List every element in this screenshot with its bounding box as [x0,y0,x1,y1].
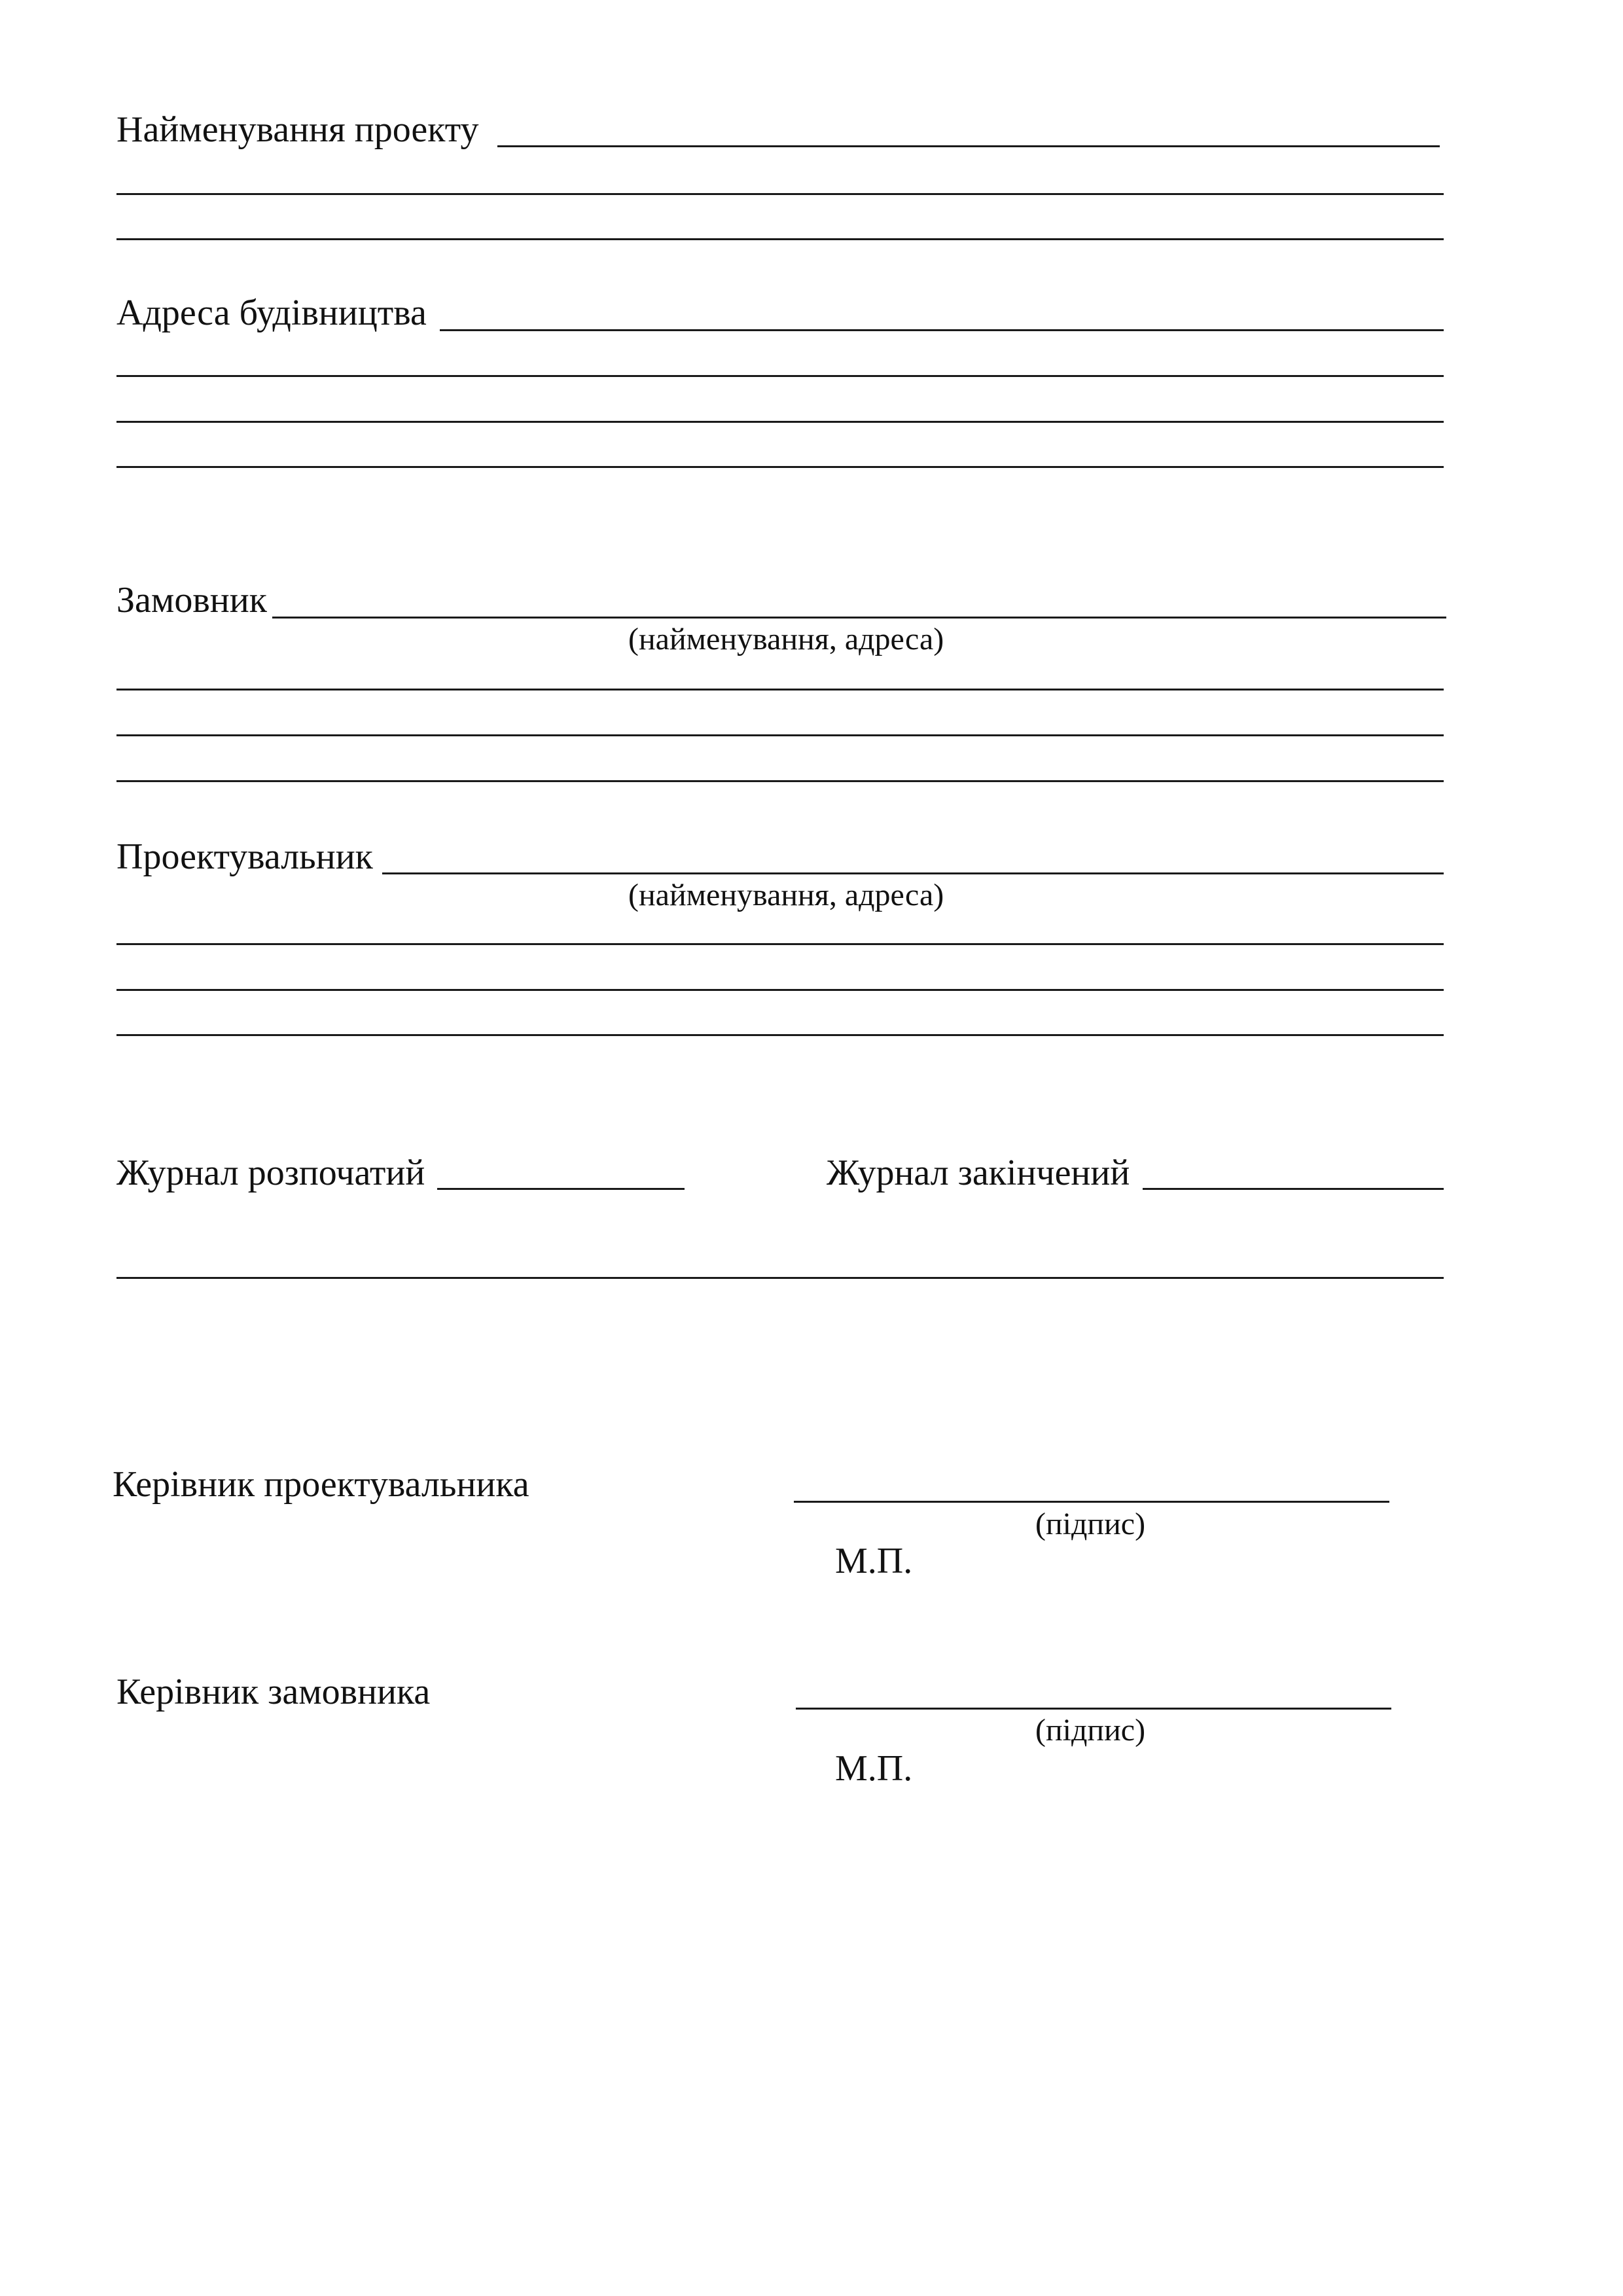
customer-line-4[interactable] [116,780,1444,782]
customer-line-2[interactable] [116,689,1444,691]
project-name-field[interactable] [497,145,1440,147]
designer-head-signature-caption: (підпис) [1035,1507,1146,1541]
journal-finished-label: Журнал закінчений [827,1153,1130,1193]
project-name-label: Найменування проекту [116,109,479,150]
designer-head-signature-field[interactable] [794,1501,1389,1503]
designer-field[interactable] [382,872,1444,874]
customer-head-signature-field[interactable] [796,1708,1391,1710]
customer-head-label: Керівник замовника [116,1672,431,1712]
journal-started-field[interactable] [437,1188,685,1190]
journal-extra-line[interactable] [116,1277,1444,1279]
designer-label: Проектувальник [116,836,373,877]
designer-caption: (найменування, адреса) [628,878,944,912]
designer-line-4[interactable] [116,1034,1444,1036]
journal-finished-field[interactable] [1143,1188,1444,1190]
designer-line-2[interactable] [116,943,1444,945]
construction-address-field[interactable] [440,329,1444,331]
designer-line-3[interactable] [116,989,1444,991]
construction-address-line-2[interactable] [116,375,1444,377]
designer-head-stamp: М.П. [835,1541,913,1581]
customer-label: Замовник [116,580,267,620]
customer-head-stamp: М.П. [835,1748,913,1789]
customer-head-signature-caption: (підпис) [1035,1713,1146,1748]
customer-line-3[interactable] [116,734,1444,736]
project-name-line-2[interactable] [116,193,1444,195]
construction-address-line-3[interactable] [116,421,1444,423]
construction-address-label: Адреса будівництва [116,293,427,333]
customer-field[interactable] [272,617,1446,619]
project-name-line-3[interactable] [116,238,1444,240]
designer-head-label: Керівник проектувальника [113,1464,529,1505]
journal-started-label: Журнал розпочатий [116,1153,425,1193]
construction-address-line-4[interactable] [116,466,1444,468]
customer-caption: (найменування, адреса) [628,622,944,656]
